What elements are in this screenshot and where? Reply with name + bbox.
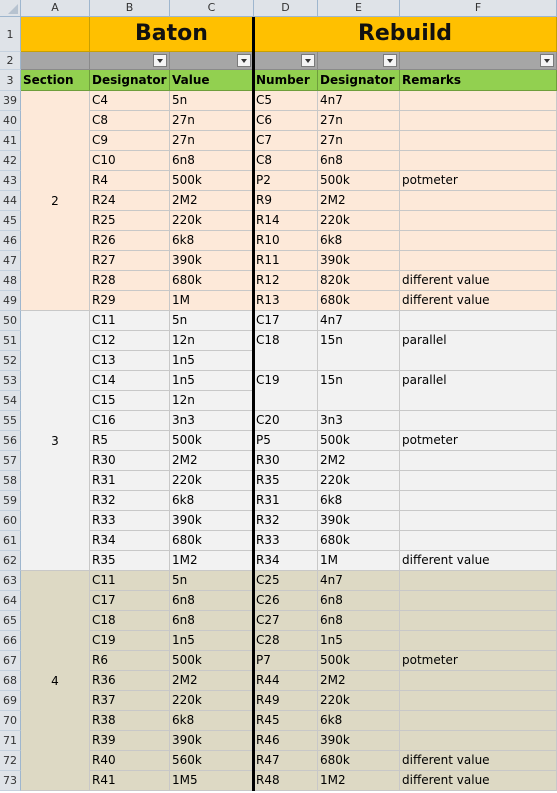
remarks-cell[interactable] [400,211,557,231]
filter-dropdown-icon[interactable] [540,54,554,67]
baton-value-cell[interactable]: 220k [170,691,254,711]
rebuild-number-cell[interactable]: C6 [254,111,318,131]
rebuild-designator-cell[interactable]: 2M2 [318,671,400,691]
rebuild-number-cell[interactable]: C28 [254,631,318,651]
filter-dropdown-icon[interactable] [237,54,251,67]
remarks-cell[interactable] [400,251,557,271]
row-header[interactable]: 68 [0,671,21,691]
row-header[interactable]: 47 [0,251,21,271]
baton-designator-cell[interactable]: R36 [90,671,170,691]
select-all-triangle-icon [8,4,18,14]
baton-value-cell[interactable]: 6k8 [170,711,254,731]
baton-designator-cell[interactable]: C10 [90,151,170,171]
baton-value-cell[interactable]: 1n5 [170,351,254,371]
row-header[interactable]: 46 [0,231,21,251]
baton-value-cell[interactable]: 27n [170,111,254,131]
row-header[interactable]: 45 [0,211,21,231]
remarks-cell[interactable]: different value [400,551,557,571]
row-header[interactable]: 61 [0,531,21,551]
row-header[interactable]: 60 [0,511,21,531]
rebuild-designator-cell[interactable]: 220k [318,211,400,231]
baton-designator-cell[interactable]: C14 [90,371,170,391]
rebuild-designator-cell[interactable]: 500k [318,431,400,451]
rebuild-designator-cell[interactable]: 27n [318,111,400,131]
baton-designator-cell[interactable]: R31 [90,471,170,491]
rebuild-designator-cell[interactable]: 6n8 [318,591,400,611]
section-cell[interactable]: 4 [21,571,90,791]
row-header[interactable]: 73 [0,771,21,791]
row-header[interactable]: 41 [0,131,21,151]
row-header[interactable]: 70 [0,711,21,731]
baton-designator-cell[interactable]: C13 [90,351,170,371]
baton-designator-cell[interactable]: C11 [90,311,170,331]
rebuild-designator-cell[interactable]: 390k [318,511,400,531]
baton-designator-cell[interactable]: R27 [90,251,170,271]
rebuild-number-cell[interactable]: C18 [254,331,318,371]
baton-designator-cell[interactable]: R40 [90,751,170,771]
header-baton-value[interactable]: Value [170,70,254,91]
baton-designator-cell[interactable]: R24 [90,191,170,211]
baton-designator-cell[interactable]: R4 [90,171,170,191]
row-header[interactable]: 69 [0,691,21,711]
row-header-1[interactable]: 1 [0,17,21,52]
baton-designator-cell[interactable]: R33 [90,511,170,531]
title-cell-a1[interactable] [21,17,90,52]
remarks-cell[interactable] [400,511,557,531]
remarks-cell[interactable]: different value [400,771,557,791]
baton-value-cell[interactable]: 3n3 [170,411,254,431]
rebuild-number-cell[interactable]: C5 [254,91,318,111]
filter-cell-f [400,52,557,70]
remarks-cell[interactable]: different value [400,291,557,311]
remarks-cell[interactable]: potmeter [400,651,557,671]
row-header[interactable]: 50 [0,311,21,331]
baton-designator-cell[interactable]: C17 [90,591,170,611]
baton-value-cell[interactable]: 390k [170,251,254,271]
row-header[interactable]: 44 [0,191,21,211]
remarks-cell[interactable]: different value [400,271,557,291]
baton-value-cell[interactable]: 500k [170,431,254,451]
row-header[interactable]: 48 [0,271,21,291]
filter-dropdown-icon[interactable] [153,54,167,67]
baton-value-cell[interactable]: 500k [170,651,254,671]
rebuild-number-cell[interactable]: R11 [254,251,318,271]
rebuild-designator-cell[interactable]: 390k [318,731,400,751]
column-header-f[interactable]: F [400,0,557,17]
rebuild-number-cell[interactable]: C27 [254,611,318,631]
column-header-d[interactable]: D [254,0,318,17]
baton-value-cell[interactable]: 6k8 [170,231,254,251]
row-header[interactable]: 54 [0,391,21,411]
filter-cell-d [254,52,318,70]
rebuild-designator-cell[interactable]: 3n3 [318,411,400,431]
baton-value-cell[interactable]: 390k [170,731,254,751]
rebuild-designator-cell[interactable]: 500k [318,651,400,671]
header-baton-designator[interactable]: Designator [90,70,170,91]
rebuild-designator-cell[interactable]: 2M2 [318,451,400,471]
rebuild-number-cell[interactable]: C17 [254,311,318,331]
rebuild-number-cell[interactable]: R12 [254,271,318,291]
rebuild-designator-cell[interactable]: 680k [318,291,400,311]
remarks-cell[interactable] [400,571,557,591]
baton-designator-cell[interactable]: R29 [90,291,170,311]
baton-value-cell[interactable]: 1M2 [170,551,254,571]
rebuild-number-cell[interactable]: R14 [254,211,318,231]
baton-value-cell[interactable]: 6n8 [170,151,254,171]
remarks-cell[interactable] [400,311,557,331]
rebuild-number-cell[interactable]: R48 [254,771,318,791]
baton-value-cell[interactable]: 27n [170,131,254,151]
rebuild-number-cell[interactable]: R35 [254,471,318,491]
remarks-cell[interactable] [400,411,557,431]
filter-cell-e [318,52,400,70]
baton-value-cell[interactable]: 500k [170,171,254,191]
rebuild-number-cell[interactable]: C26 [254,591,318,611]
baton-designator-cell[interactable]: C4 [90,91,170,111]
rebuild-number-cell[interactable]: R32 [254,511,318,531]
row-header[interactable]: 59 [0,491,21,511]
row-header[interactable]: 56 [0,431,21,451]
baton-designator-cell[interactable]: C12 [90,331,170,351]
rebuild-designator-cell[interactable]: 220k [318,471,400,491]
baton-designator-cell[interactable]: C8 [90,111,170,131]
rebuild-number-cell[interactable]: R10 [254,231,318,251]
baton-value-cell[interactable]: 12n [170,391,254,411]
baton-value-cell[interactable]: 220k [170,471,254,491]
remarks-cell[interactable] [400,531,557,551]
rebuild-number-cell[interactable]: R13 [254,291,318,311]
remarks-cell[interactable]: potmeter [400,171,557,191]
remarks-cell[interactable] [400,631,557,651]
remarks-cell[interactable] [400,471,557,491]
filter-cell-a[interactable] [21,52,90,70]
row-header[interactable]: 58 [0,471,21,491]
remarks-cell[interactable] [400,711,557,731]
rebuild-designator-cell[interactable]: 6k8 [318,491,400,511]
row-header-3[interactable]: 3 [0,70,21,91]
baton-value-cell[interactable]: 1M5 [170,771,254,791]
section-cell[interactable]: 2 [21,91,90,311]
rebuild-designator-cell[interactable]: 2M2 [318,191,400,211]
baton-value-cell[interactable]: 1n5 [170,631,254,651]
row-header-2[interactable]: 2 [0,52,21,70]
remarks-cell[interactable] [400,91,557,111]
rebuild-designator-cell[interactable]: 6n8 [318,611,400,631]
rebuild-number-cell[interactable]: C8 [254,151,318,171]
baton-value-cell[interactable]: 5n [170,91,254,111]
row-header[interactable]: 49 [0,291,21,311]
rebuild-designator-cell[interactable]: 4n7 [318,311,400,331]
rebuild-number-cell[interactable]: C7 [254,131,318,151]
remarks-cell[interactable] [400,131,557,151]
rebuild-title[interactable]: Rebuild [254,17,557,52]
baton-value-cell[interactable]: 1M [170,291,254,311]
baton-designator-cell[interactable]: C19 [90,631,170,651]
baton-designator-cell[interactable]: R30 [90,451,170,471]
baton-value-cell[interactable]: 560k [170,751,254,771]
baton-designator-cell[interactable]: R25 [90,211,170,231]
rebuild-number-cell[interactable]: R30 [254,451,318,471]
baton-designator-cell[interactable]: C18 [90,611,170,631]
remarks-cell[interactable] [400,671,557,691]
rebuild-designator-cell[interactable]: 1M2 [318,771,400,791]
rebuild-designator-cell[interactable]: 220k [318,691,400,711]
baton-value-cell[interactable]: 1n5 [170,371,254,391]
baton-value-cell[interactable]: 680k [170,271,254,291]
baton-designator-cell[interactable]: R34 [90,531,170,551]
rebuild-number-cell[interactable]: R47 [254,751,318,771]
row-header[interactable]: 42 [0,151,21,171]
baton-value-cell[interactable]: 6n8 [170,611,254,631]
row-header[interactable]: 39 [0,91,21,111]
row-header[interactable]: 66 [0,631,21,651]
remarks-cell[interactable]: different value [400,751,557,771]
baton-value-cell[interactable]: 6n8 [170,591,254,611]
row-header[interactable]: 40 [0,111,21,131]
header-section[interactable]: Section [21,70,90,91]
rebuild-number-cell[interactable]: R33 [254,531,318,551]
rebuild-designator-cell[interactable]: 4n7 [318,91,400,111]
rebuild-number-cell[interactable]: R34 [254,551,318,571]
rebuild-designator-cell[interactable]: 6k8 [318,711,400,731]
rebuild-number-cell[interactable]: C19 [254,371,318,411]
baton-title[interactable]: Baton [90,17,254,52]
row-header[interactable]: 53 [0,371,21,391]
column-header-a[interactable]: A [21,0,90,17]
row-header[interactable]: 55 [0,411,21,431]
rebuild-designator-cell[interactable]: 15n [318,371,400,411]
rebuild-designator-cell[interactable]: 680k [318,751,400,771]
baton-value-cell[interactable]: 390k [170,511,254,531]
rebuild-designator-cell[interactable]: 27n [318,131,400,151]
row-header[interactable]: 52 [0,351,21,371]
rebuild-designator-cell[interactable]: 4n7 [318,571,400,591]
remarks-cell[interactable]: parallel [400,331,557,371]
baton-value-cell[interactable]: 2M2 [170,451,254,471]
rebuild-number-cell[interactable]: R49 [254,691,318,711]
baton-value-cell[interactable]: 5n [170,571,254,591]
row-header[interactable]: 43 [0,171,21,191]
column-header-b[interactable]: B [90,0,170,17]
remarks-cell[interactable] [400,191,557,211]
select-all-corner[interactable] [0,0,21,17]
row-header[interactable]: 64 [0,591,21,611]
rebuild-number-cell[interactable]: P7 [254,651,318,671]
header-rebuild-designator[interactable]: Designator [318,70,400,91]
column-header-c[interactable]: C [170,0,254,17]
rebuild-number-cell[interactable]: P2 [254,171,318,191]
filter-dropdown-icon[interactable] [301,54,315,67]
rebuild-number-cell[interactable]: R45 [254,711,318,731]
rebuild-number-cell[interactable]: R46 [254,731,318,751]
baton-value-cell[interactable]: 6k8 [170,491,254,511]
baton-value-cell[interactable]: 2M2 [170,671,254,691]
remarks-cell[interactable] [400,611,557,631]
baton-designator-cell[interactable]: R39 [90,731,170,751]
row-header[interactable]: 57 [0,451,21,471]
rebuild-number-cell[interactable]: R44 [254,671,318,691]
rebuild-designator-cell[interactable]: 15n [318,331,400,371]
remarks-cell[interactable] [400,111,557,131]
block-separator [252,17,255,791]
baton-designator-cell[interactable]: C15 [90,391,170,411]
filter-cell-b [90,52,170,70]
remarks-cell[interactable] [400,451,557,471]
rebuild-number-cell[interactable]: C25 [254,571,318,591]
rebuild-designator-cell[interactable]: 390k [318,251,400,271]
baton-designator-cell[interactable]: C16 [90,411,170,431]
rebuild-designator-cell[interactable]: 820k [318,271,400,291]
baton-value-cell[interactable]: 680k [170,531,254,551]
baton-designator-cell[interactable]: R32 [90,491,170,511]
remarks-cell[interactable] [400,591,557,611]
baton-designator-cell[interactable]: R5 [90,431,170,451]
baton-designator-cell[interactable]: R28 [90,271,170,291]
section-cell[interactable]: 3 [21,311,90,571]
rebuild-designator-cell[interactable]: 6k8 [318,231,400,251]
baton-designator-cell[interactable]: R38 [90,711,170,731]
remarks-cell[interactable] [400,491,557,511]
row-header[interactable]: 72 [0,751,21,771]
column-header-e[interactable]: E [318,0,400,17]
baton-designator-cell[interactable]: C9 [90,131,170,151]
remarks-cell[interactable]: potmeter [400,431,557,451]
remarks-cell[interactable] [400,231,557,251]
baton-designator-cell[interactable]: R6 [90,651,170,671]
baton-value-cell[interactable]: 5n [170,311,254,331]
header-remarks[interactable]: Remarks [400,70,557,91]
row-header[interactable]: 67 [0,651,21,671]
rebuild-designator-cell[interactable]: 6n8 [318,151,400,171]
baton-designator-cell[interactable]: C11 [90,571,170,591]
rebuild-number-cell[interactable]: P5 [254,431,318,451]
remarks-cell[interactable] [400,691,557,711]
remarks-cell[interactable] [400,151,557,171]
baton-value-cell[interactable]: 2M2 [170,191,254,211]
row-header[interactable]: 65 [0,611,21,631]
baton-value-cell[interactable]: 220k [170,211,254,231]
rebuild-number-cell[interactable]: R31 [254,491,318,511]
rebuild-designator-cell[interactable]: 1M [318,551,400,571]
row-header[interactable]: 71 [0,731,21,751]
baton-designator-cell[interactable]: R41 [90,771,170,791]
row-header[interactable]: 62 [0,551,21,571]
baton-value-cell[interactable]: 12n [170,331,254,351]
header-rebuild-number[interactable]: Number [254,70,318,91]
baton-designator-cell[interactable]: R26 [90,231,170,251]
row-header[interactable]: 51 [0,331,21,351]
rebuild-designator-cell[interactable]: 680k [318,531,400,551]
filter-dropdown-icon[interactable] [383,54,397,67]
rebuild-number-cell[interactable]: R9 [254,191,318,211]
baton-designator-cell[interactable]: R35 [90,551,170,571]
baton-designator-cell[interactable]: R37 [90,691,170,711]
rebuild-number-cell[interactable]: C20 [254,411,318,431]
rebuild-designator-cell[interactable]: 1n5 [318,631,400,651]
row-header[interactable]: 63 [0,571,21,591]
rebuild-designator-cell[interactable]: 500k [318,171,400,191]
remarks-cell[interactable]: parallel [400,371,557,411]
remarks-cell[interactable] [400,731,557,751]
filter-cell-c [170,52,254,70]
